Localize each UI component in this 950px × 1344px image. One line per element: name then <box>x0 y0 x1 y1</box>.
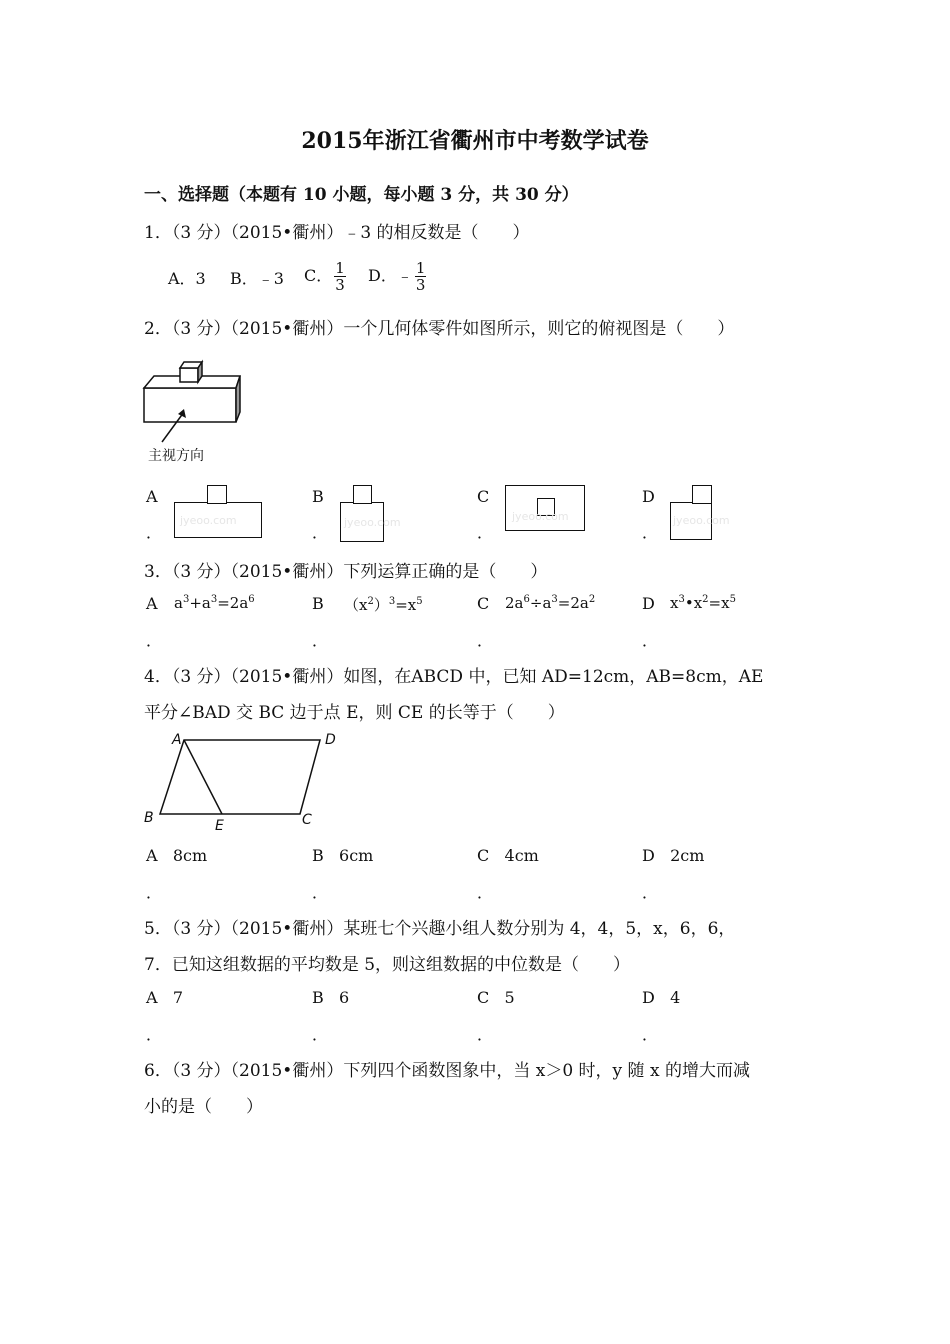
q5-option-c-dot: ． <box>477 1025 494 1044</box>
q3-option-a-letter: A <box>146 594 158 613</box>
q5-option-c <box>477 988 515 1007</box>
q1-option-c-label: C． <box>304 266 333 285</box>
q5-option-a-dot: ． <box>146 1025 163 1044</box>
q2-option-b-letter: B <box>312 487 324 506</box>
option-value: 4cm <box>504 846 539 865</box>
q2-option-c-dot: ． <box>477 523 494 542</box>
q2-option-c-letter: C <box>477 487 490 506</box>
q5-option-a <box>146 988 183 1007</box>
q5-stem-line2: 7．已知这组数据的平均数是 5，则这组数据的中位数是（ ） <box>144 955 631 975</box>
q4-stem-line1: 4．（3 分）（2015•衢州）如图，在ABCD 中，已知 AD=12cm，AB=8cm，AE <box>144 667 764 687</box>
frac-num: 1 <box>415 259 426 277</box>
frac-den: 3 <box>335 276 345 294</box>
option-letter: D <box>642 846 655 865</box>
q2-option-a-letter: A <box>146 487 158 506</box>
vertex-d-label: D <box>325 732 336 748</box>
q4-option-c-dot: ． <box>477 883 494 902</box>
option-value: 4 <box>670 988 681 1007</box>
q4-option-b-dot: ． <box>312 883 329 902</box>
exam-title: 2015年浙江省衢州市中考数学试卷 <box>301 128 649 154</box>
option-value: 7 <box>172 988 184 1007</box>
q3-option-c-dot: ． <box>477 631 494 650</box>
watermark: jyeoo.com <box>673 514 730 527</box>
option-letter: C <box>477 988 490 1007</box>
frac-num: 1 <box>335 259 345 277</box>
q5-option-b <box>312 988 349 1007</box>
q4-option-a-dot: ． <box>146 883 163 902</box>
q4-parallelogram-figure <box>140 728 350 838</box>
q1-option-b: B．﹣3 <box>230 269 284 288</box>
watermark: jyeoo.com <box>344 516 401 529</box>
q2-solid-figure <box>140 356 250 466</box>
q1-fraction-d <box>415 260 427 293</box>
option-letter: C <box>477 846 490 865</box>
q2-stem: 2．（3 分）（2015•衢州）一个几何体零件如图所示，则它的俯视图是（ ） <box>144 319 735 339</box>
q4-option-d-dot: ． <box>642 883 659 902</box>
option-letter: D <box>642 988 655 1007</box>
q3-option-d-expr: $x^3•x^2=x^5$ <box>670 594 736 612</box>
option-letter: B <box>312 846 324 865</box>
q3-option-b-dot: ． <box>312 631 329 650</box>
vertex-c-label: C <box>302 812 312 828</box>
option-value: 8cm <box>172 846 208 865</box>
option-value: 2cm <box>670 846 705 865</box>
option-letter: B <box>312 988 324 1007</box>
option-letter: A <box>146 846 158 865</box>
vertex-b-label: B <box>144 810 154 826</box>
q4-option-b <box>312 846 373 865</box>
vertex-a-label: A <box>172 732 182 748</box>
q5-option-d <box>642 988 680 1007</box>
q1-option-d <box>368 260 428 293</box>
q1-option-d-label: D．﹣ <box>368 266 413 285</box>
q1-stem: 1．（3 分）（2015•衢州）﹣3 的相反数是（ ） <box>144 223 530 243</box>
q1-option-a: A．3 <box>168 269 206 288</box>
q6-stem-line1: 6．（3 分）（2015•衢州）下列四个函数图象中，当 x＞0 时，y 随 x 的增大而减 <box>144 1061 750 1081</box>
q4-stem-line2: 平分∠BAD 交 BC 边于点 E，则 CE 的长等于（ ） <box>144 703 565 723</box>
q3-option-c-expr: $2a^6\div a^3=2a^2$ <box>505 594 596 612</box>
q2-option-b-dot: ． <box>312 523 329 542</box>
option-letter: A <box>146 988 158 1007</box>
q3-option-b-expr: $(x^2)^3=x^5$ <box>344 596 423 614</box>
q3-option-b-letter: B <box>312 594 324 613</box>
frac-den: 3 <box>415 276 426 294</box>
q3-stem: 3．（3 分）（2015•衢州）下列运算正确的是（ ） <box>144 562 548 582</box>
q3-option-c-letter: C <box>477 594 490 613</box>
q5-stem-line1: 5．（3 分）（2015•衢州）某班七个兴趣小组人数分别为 4，4，5，x，6，6， <box>144 919 736 939</box>
q3-option-a-dot: ． <box>146 631 163 650</box>
watermark: jyeoo.com <box>512 510 569 523</box>
q3-option-d-letter: D <box>642 594 655 613</box>
watermark: jyeoo.com <box>180 514 237 527</box>
point-e-label: E <box>215 818 224 834</box>
section-heading: 一、选择题（本题有 10 小题，每小题 3 分，共 30 分） <box>144 185 579 205</box>
q3-option-d-dot: ． <box>642 631 659 650</box>
option-value: 6cm <box>339 846 374 865</box>
q5-option-d-dot: ． <box>642 1025 659 1044</box>
q2-option-d-dot: ． <box>642 523 659 542</box>
q3-option-a-expr: $a^3+a^3=2a^6$ <box>174 594 255 612</box>
q4-option-c <box>477 846 539 865</box>
q1-option-c <box>304 260 348 293</box>
q1-fraction-c <box>334 260 346 293</box>
q6-stem-line2: 小的是（ ） <box>144 1097 263 1117</box>
q4-option-d <box>642 846 704 865</box>
view-direction-label: 主视方向 <box>148 448 204 464</box>
option-value: 6 <box>339 988 350 1007</box>
q5-option-b-dot: ． <box>312 1025 329 1044</box>
q2-option-a-dot: ． <box>146 523 163 542</box>
option-value: 5 <box>504 988 515 1007</box>
q4-option-a <box>146 846 207 865</box>
q2-option-d-letter: D <box>642 487 655 506</box>
